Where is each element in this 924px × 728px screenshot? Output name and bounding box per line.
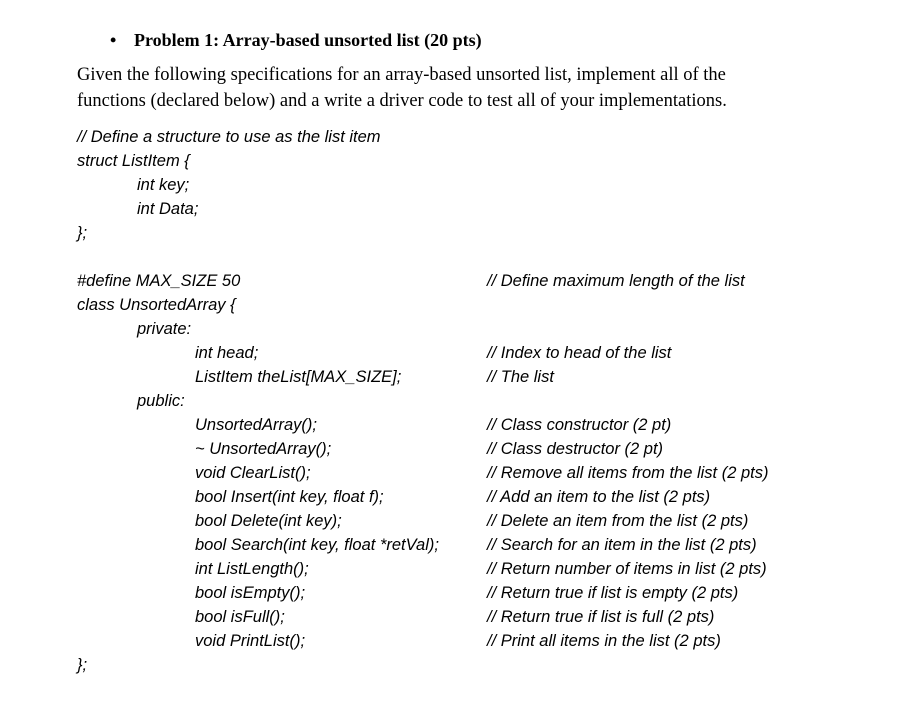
- struct-comment: // Define a structure to use as the list item: [77, 128, 381, 146]
- method-code: UnsortedArray();: [195, 416, 317, 434]
- method-comment: // Class destructor (2 pt): [487, 440, 664, 458]
- method-comment: // Print all items in the list (2 pts): [487, 632, 721, 650]
- method-code: bool Search(int key, float *retVal);: [195, 536, 439, 554]
- method-code: int ListLength();: [195, 560, 309, 578]
- define-line: #define MAX_SIZE 50: [77, 272, 241, 290]
- method-comment: // Delete an item from the list (2 pts): [487, 512, 749, 530]
- bullet: •: [110, 30, 117, 50]
- private-label: private:: [137, 320, 192, 338]
- method-comment: // Remove all items from the list (2 pts): [487, 464, 769, 482]
- method-comment: // Return true if list is full (2 pts): [487, 608, 715, 626]
- method-comment: // Add an item to the list (2 pts): [487, 488, 711, 506]
- class-declaration: class UnsortedArray {: [77, 296, 236, 314]
- problem-heading: [110, 30, 482, 51]
- method-code: bool Insert(int key, float f);: [195, 488, 384, 506]
- method-comment: // Return true if list is empty (2 pts): [487, 584, 739, 602]
- class-close: };: [77, 656, 88, 674]
- method-code: bool isEmpty();: [195, 584, 306, 602]
- struct-field-key: int key;: [137, 176, 190, 194]
- method-comment: // Return number of items in list (2 pts): [487, 560, 767, 578]
- struct-close: };: [77, 224, 88, 242]
- method-code: void PrintList();: [195, 632, 306, 650]
- method-code: bool Delete(int key);: [195, 512, 342, 530]
- intro-paragraph: [77, 62, 877, 114]
- struct-declaration: struct ListItem {: [77, 152, 190, 170]
- member-code: ListItem theList[MAX_SIZE];: [195, 368, 402, 386]
- struct-field-data: int Data;: [137, 200, 199, 218]
- method-code: void ClearList();: [195, 464, 311, 482]
- member-code: int head;: [195, 344, 259, 362]
- member-comment: // The list: [487, 368, 554, 386]
- problem-title: Problem 1: Array-based unsorted list (20 pts): [134, 30, 482, 50]
- method-code: bool isFull();: [195, 608, 285, 626]
- define-comment: // Define maximum length of the list: [487, 272, 745, 290]
- member-comment: // Index to head of the list: [487, 344, 672, 362]
- method-code: ~ UnsortedArray();: [195, 440, 332, 458]
- method-comment: // Search for an item in the list (2 pts): [487, 536, 757, 554]
- method-comment: // Class constructor (2 pt): [487, 416, 672, 434]
- public-label: public:: [137, 392, 185, 410]
- intro-line-1: Given the following specifications for an array-based unsorted list, implement all of the: [77, 65, 726, 85]
- intro-line-2: functions (declared below) and a write a driver code to test all of your implementations.: [77, 91, 727, 111]
